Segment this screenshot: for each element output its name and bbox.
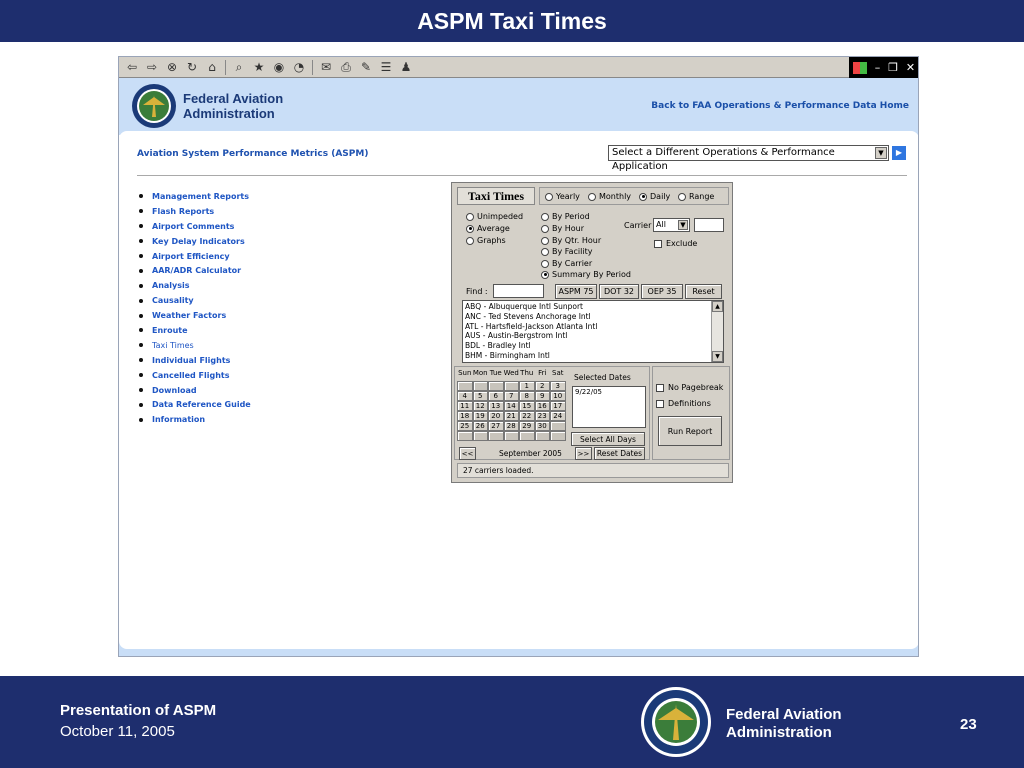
- bullet-icon: [139, 194, 143, 198]
- restore-icon[interactable]: ❐: [888, 61, 898, 74]
- calendar-day: [488, 381, 504, 391]
- calendar-month: September 2005: [499, 449, 562, 458]
- nav-item-label: Flash Reports: [152, 206, 215, 216]
- close-icon[interactable]: ✕: [905, 61, 916, 74]
- nav-item-label: Management Reports: [152, 191, 250, 201]
- calendar-day[interactable]: 9: [535, 391, 551, 401]
- calendar-day[interactable]: 14: [504, 401, 520, 411]
- messenger-icon[interactable]: ♟: [400, 60, 412, 74]
- calendar-day[interactable]: 22: [519, 411, 535, 421]
- nav-item-label: Weather Factors: [152, 311, 227, 321]
- divider: [137, 175, 907, 176]
- calendar-day: [473, 381, 489, 391]
- dot-32-button[interactable]: DOT 32: [599, 284, 639, 299]
- nav-item-label: Airport Comments: [152, 221, 235, 231]
- nav-item-airport-comments[interactable]: [139, 219, 251, 234]
- reset-button[interactable]: Reset: [685, 284, 722, 299]
- period-monthly-radio[interactable]: Monthly: [588, 192, 631, 201]
- nav-item-download[interactable]: [139, 383, 251, 398]
- bullet-icon: [139, 269, 143, 273]
- calendar-day[interactable]: 11: [457, 401, 473, 411]
- calendar-day[interactable]: 13: [488, 401, 504, 411]
- calendar-day[interactable]: 2: [535, 381, 551, 391]
- aspm-75-button[interactable]: ASPM 75: [555, 284, 597, 299]
- calendar-day: [504, 431, 520, 441]
- windows-logo-icon: [853, 62, 867, 74]
- refresh-icon[interactable]: ↻: [186, 60, 198, 74]
- list-item[interactable]: BDL - Bradley Intl: [465, 341, 531, 351]
- calendar-day: [457, 431, 473, 441]
- period-daily-radio[interactable]: Daily: [639, 192, 670, 201]
- calendar-day: [473, 431, 489, 441]
- select-all-days-button[interactable]: Select All Days: [571, 432, 645, 446]
- list-item[interactable]: BHM - Birmingham Intl: [465, 350, 550, 360]
- calendar-weekday: Mon: [472, 369, 488, 377]
- discuss-icon[interactable]: ☰: [380, 60, 392, 74]
- no-pagebreak-checkbox[interactable]: No Pagebreak: [656, 383, 723, 392]
- calendar-day[interactable]: 28: [504, 421, 520, 431]
- nav-item-cancelled-flights[interactable]: [139, 368, 251, 383]
- calendar-day[interactable]: 29: [519, 421, 535, 431]
- go-button[interactable]: ▶: [892, 146, 906, 160]
- calendar-day[interactable]: 24: [550, 411, 566, 421]
- calendar-day: [535, 431, 551, 441]
- nav-item-analysis[interactable]: [139, 278, 251, 293]
- list-item[interactable]: ATL - Hartsfield-Jackson Atlanta Intl: [465, 321, 598, 331]
- airport-listbox[interactable]: [462, 300, 724, 363]
- nav-item-label: Causality: [152, 296, 194, 306]
- nav-menu: [139, 189, 251, 427]
- selected-dates-label: Selected Dates: [574, 373, 631, 382]
- reset-dates-button[interactable]: Reset Dates: [594, 447, 645, 460]
- nav-item-label: Cancelled Flights: [152, 370, 230, 380]
- measure-graphs-radio[interactable]: Graphs: [466, 236, 506, 245]
- calendar-day: [550, 421, 566, 431]
- listbox-scrollbar[interactable]: [711, 301, 723, 362]
- period-yearly-radio[interactable]: Yearly: [545, 192, 580, 201]
- calendar-day[interactable]: 15: [519, 401, 535, 411]
- nav-item-causality[interactable]: [139, 293, 251, 308]
- edit-icon[interactable]: ✎: [360, 60, 372, 74]
- bullet-icon: [139, 358, 143, 362]
- list-item[interactable]: AUS - Austin-Bergstrom Intl: [465, 331, 568, 341]
- nav-item-individual-flights[interactable]: [139, 353, 251, 368]
- nav-item-airport-efficiency[interactable]: [139, 249, 251, 264]
- exclude-checkbox[interactable]: Exclude: [654, 239, 697, 248]
- group-by-qtr-hour-radio[interactable]: By Qtr. Hour: [541, 236, 601, 245]
- nav-item-label: Airport Efficiency: [152, 251, 230, 261]
- list-item[interactable]: ANC - Ted Stevens Anchorage Intl: [465, 311, 591, 321]
- nav-item-label: Individual Flights: [152, 355, 231, 365]
- next-month-button[interactable]: >>: [575, 447, 592, 460]
- bullet-icon: [139, 328, 143, 332]
- back-to-faa-link[interactable]: Back to FAA Operations & Performance Data Home: [651, 101, 909, 111]
- selected-dates-list[interactable]: 9/22/05: [572, 386, 646, 428]
- calendar-day[interactable]: 4: [457, 391, 473, 401]
- group-by-carrier-radio[interactable]: By Carrier: [541, 259, 592, 268]
- minimize-icon[interactable]: –: [874, 61, 881, 74]
- bullet-icon: [139, 314, 143, 318]
- calendar-day[interactable]: 27: [488, 421, 504, 431]
- group-by-facility-radio[interactable]: By Facility: [541, 247, 592, 256]
- calendar-weekday: Wed: [503, 369, 519, 377]
- footer-date: October 11, 2005: [60, 723, 175, 740]
- calendar-day[interactable]: 16: [535, 401, 551, 411]
- nav-item-flash-reports[interactable]: [139, 204, 251, 219]
- calendar-day[interactable]: 19: [473, 411, 489, 421]
- slide-footer: [0, 676, 1024, 768]
- prev-month-button[interactable]: <<: [459, 447, 476, 460]
- find-label: Find :: [466, 287, 488, 296]
- calendar-day[interactable]: 6: [488, 391, 504, 401]
- calendar-weekday: Sat: [552, 369, 564, 377]
- calendar-day[interactable]: 25: [457, 421, 473, 431]
- bullet-icon: [139, 373, 143, 377]
- nav-item-weather-factors[interactable]: [139, 308, 251, 323]
- bullet-icon: [139, 388, 143, 392]
- calendar-weekday: Tue: [489, 369, 502, 377]
- nav-item-label: Data Reference Guide: [152, 400, 251, 410]
- bullet-icon: [139, 224, 143, 228]
- nav-item-enroute[interactable]: [139, 323, 251, 338]
- bullet-icon: [139, 403, 143, 407]
- browser-window: [118, 56, 919, 657]
- calendar-day[interactable]: 12: [473, 401, 489, 411]
- bullet-icon: [139, 418, 143, 422]
- faa-seal-icon: [640, 686, 712, 758]
- calendar-day[interactable]: 8: [519, 391, 535, 401]
- calendar-day[interactable]: 17: [550, 401, 566, 411]
- search-icon[interactable]: ⌕: [235, 59, 243, 74]
- aspm-title: Aviation System Performance Metrics (ASPM): [137, 149, 369, 159]
- calendar-day[interactable]: 10: [550, 391, 566, 401]
- measure-average-radio[interactable]: Average: [466, 224, 510, 233]
- calendar-day[interactable]: 20: [488, 411, 504, 421]
- group-summary-by-period-radio[interactable]: Summary By Period: [541, 270, 631, 279]
- browser-toolbar: [119, 57, 919, 78]
- nav-item-label: Key Delay Indicators: [152, 236, 245, 246]
- slide-title: ASPM Taxi Times: [0, 0, 1024, 42]
- definitions-checkbox[interactable]: Definitions: [656, 399, 711, 408]
- nav-item-taxi-times[interactable]: [139, 338, 251, 353]
- calendar-weekday: Thu: [520, 369, 534, 377]
- calendar-day: [504, 381, 520, 391]
- calendar-day[interactable]: 5: [473, 391, 489, 401]
- bullet-icon: [139, 284, 143, 288]
- nav-item-aar-adr-calculator[interactable]: [139, 263, 251, 278]
- taxi-times-panel: [451, 182, 733, 483]
- oep-35-button[interactable]: OEP 35: [641, 284, 683, 299]
- scroll-up-icon[interactable]: ▲: [712, 301, 723, 312]
- home-icon[interactable]: ⌂: [208, 60, 216, 74]
- calendar-day[interactable]: 21: [504, 411, 520, 421]
- period-range-radio[interactable]: Range: [678, 192, 714, 201]
- application-select[interactable]: Select a Different Operations & Performance Application ▼: [608, 145, 889, 161]
- banner-org-name: Federal Aviation Administration: [183, 91, 284, 121]
- forward-arrow-icon[interactable]: ⇨: [146, 60, 158, 74]
- bullet-icon: [139, 254, 143, 258]
- group-by-hour-radio[interactable]: By Hour: [541, 224, 584, 233]
- nav-item-label: Information: [152, 415, 206, 425]
- calendar-weekday: Sun: [458, 369, 472, 377]
- page-number: 23: [960, 716, 977, 733]
- nav-item-label: Download: [152, 385, 197, 395]
- list-item[interactable]: ABQ - Albuquerque Intl Sunport: [465, 302, 583, 311]
- chevron-down-icon[interactable]: ▼: [678, 220, 688, 230]
- calendar-day[interactable]: 7: [504, 391, 520, 401]
- back-arrow-icon[interactable]: ⇦: [126, 60, 138, 74]
- calendar-weekday: Fri: [538, 369, 547, 377]
- group-by-period-radio[interactable]: By Period: [541, 212, 590, 221]
- nav-item-label: Analysis: [152, 281, 190, 291]
- calendar-day: [457, 381, 473, 391]
- find-input[interactable]: [493, 284, 544, 298]
- calendar-day[interactable]: 3: [550, 381, 566, 391]
- history-icon[interactable]: ◔: [293, 60, 305, 74]
- carrier-select[interactable]: All ▼: [653, 218, 690, 232]
- window-controls: [849, 57, 919, 78]
- nav-item-key-delay-indicators[interactable]: [139, 234, 251, 249]
- nav-item-label: Enroute: [152, 325, 188, 335]
- bullet-icon: [139, 209, 143, 213]
- footer-presentation: Presentation of ASPM: [60, 702, 217, 719]
- bullet-icon: [139, 343, 143, 347]
- nav-item-data-reference-guide[interactable]: [139, 397, 251, 412]
- nav-item-label: AAR/ADR Calculator: [152, 266, 242, 276]
- carrier-label: Carrier: [624, 221, 652, 230]
- print-icon[interactable]: ⎙: [341, 59, 351, 74]
- nav-item-label: Taxi Times: [152, 340, 194, 350]
- stop-icon[interactable]: ⊗: [166, 60, 178, 74]
- footer-org-name: Federal Aviation Administration: [726, 706, 842, 741]
- app-title: Taxi Times: [457, 187, 535, 205]
- carrier-input[interactable]: [694, 218, 724, 232]
- chevron-down-icon[interactable]: ▼: [875, 147, 887, 159]
- calendar-day[interactable]: 1: [519, 381, 535, 391]
- status-bar: 27 carriers loaded.: [457, 463, 729, 478]
- calendar-day[interactable]: 26: [473, 421, 489, 431]
- faa-banner: [119, 78, 919, 135]
- run-report-button[interactable]: Run Report: [658, 416, 722, 446]
- faa-seal-icon: [131, 83, 177, 129]
- bullet-icon: [139, 239, 143, 243]
- calendar-day: [519, 431, 535, 441]
- calendar-day: [488, 431, 504, 441]
- calendar-day[interactable]: 18: [457, 411, 473, 421]
- nav-item-information[interactable]: [139, 412, 251, 427]
- calendar-day: [550, 431, 566, 441]
- scroll-down-icon[interactable]: ▼: [712, 351, 723, 362]
- bullet-icon: [139, 299, 143, 303]
- favorites-icon[interactable]: ★: [253, 60, 265, 74]
- mail-icon[interactable]: ✉: [320, 60, 332, 74]
- calendar-day[interactable]: 23: [535, 411, 551, 421]
- calendar-day[interactable]: 30: [535, 421, 551, 431]
- nav-item-management-reports[interactable]: [139, 189, 251, 204]
- measure-unimpeded-radio[interactable]: Unimpeded: [466, 212, 523, 221]
- media-icon[interactable]: ◉: [273, 60, 285, 74]
